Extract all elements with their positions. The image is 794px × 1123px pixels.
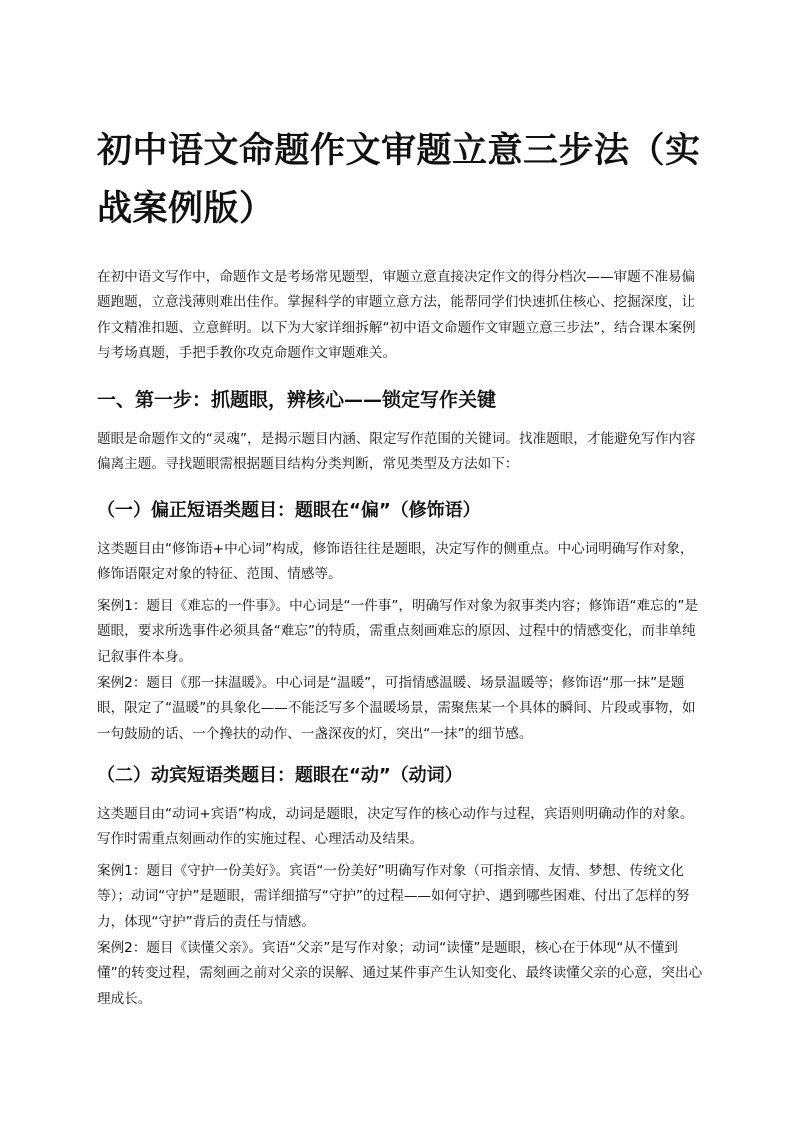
subsection-2-description: 这类题目由“动词+宾语”构成，动词是题眼，决定写作的核心动作与过程，宾语则明确动作的对象。写作时需重点刻画动作的实施过程、心理活动及结果。 <box>97 806 694 848</box>
intro-paragraph: 在初中语文写作中，命题作文是考场常见题型，审题立意直接决定作文的得分档次——审题不准易偏题跑题，立意浅薄则难出佳作。掌握科学的审题立意方法，能帮同学们快速抓住核心、挖掘深度，让作文精准扣题、立意鲜明。以下为大家详细拆解“初中语文命题作文审题立意三步法”，结合课本案例与考场真题，手把手教你攻克命题作文审题难关。 <box>97 269 696 361</box>
subsection-1-case-1: 案例1：题目《难忘的一件事》。中心词是“一件事”，明确写作对象为叙事类内容；修饰语“难忘的”是题眼，要求所选事件必须具备“难忘”的特质，需重点刻画难忘的原因、过程中的情感变化，而非单纯记叙事件本身。 <box>97 598 698 665</box>
subsection-1-description: 这类题目由“修饰语+中心词”构成，修饰语往往是题眼，决定写作的侧重点。中心词明确写作对象，修饰语限定对象的特征、范围、情感等。 <box>97 541 694 583</box>
document-title: 初中语文命题作文审题立意三步法（实战案例版） <box>97 131 701 229</box>
subsection-1-heading: （一）偏正短语类题目：题眼在“偏”（修饰语） <box>97 500 481 521</box>
section-1-heading: 一、第一步：抓题眼，辨核心——锁定写作关键 <box>97 389 497 411</box>
subsection-2-case-2: 案例2：题目《读懂父亲》。宾语“父亲”是写作对象；动词“读懂”是题眼，核心在于体现“从不懂到懂”的转变过程，需刻画之前对父亲的误解、通过某件事产生认知变化、最终读懂父亲的心意，突出心理成长。 <box>97 940 703 1007</box>
subsection-2-case-1: 案例1：题目《守护一份美好》。宾语“一份美好”明确写作对象（可指亲情、友情、梦想、传统文化等）；动词“守护”是题眼，需详细描写“守护”的过程——如何守护、遇到哪些困难、付出了怎样的努力，体现“守护”背后的责任与情感。 <box>97 863 690 930</box>
subsection-2-heading: （二）动宾短语类题目：题眼在“动”（动词） <box>97 765 463 786</box>
subsection-1-case-2: 案例2：题目《那一抹温暖》。中心词是“温暖”，可指情感温暖、场景温暖等；修饰语“那一抹”是题眼，限定了“温暖”的具象化——不能泛写多个温暖场景，需聚焦某一个具体的瞬间、片段或事物，如一句鼓励的话、一个搀扶的动作、一盏深夜的灯，突出“一抹”的细节感。 <box>97 675 696 742</box>
section-1-intro: 题眼是命题作文的“灵魂”，是揭示题目内涵、限定写作范围的关键词。找准题眼，才能避免写作内容偏离主题。寻找题眼需根据题目结构分类判断，常见类型及方法如下： <box>97 431 696 473</box>
